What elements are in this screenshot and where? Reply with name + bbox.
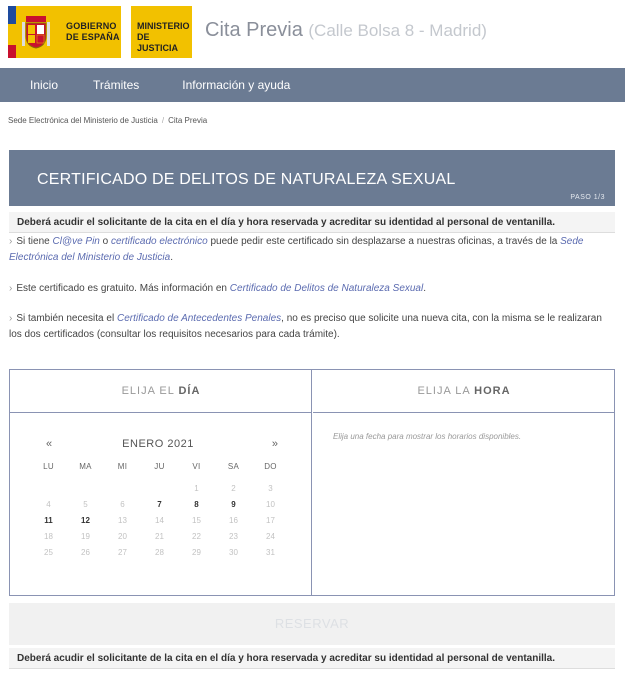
hour-picker bbox=[313, 370, 615, 595]
calendar-week-row bbox=[30, 500, 290, 516]
gobierno-logo bbox=[8, 6, 121, 58]
calendar-day-unavailable: 4 bbox=[46, 500, 51, 509]
calendar-day-unavailable: 27 bbox=[118, 548, 127, 557]
calendar-week-row bbox=[30, 532, 290, 548]
month-navigation bbox=[38, 438, 278, 452]
day-picker-header: ELIJA EL DÍA bbox=[10, 370, 312, 413]
info-online-alternative: › Si tiene Cl@ve Pin o certificado electrónico puede pedir este certificado sin desplazarse a nuestras oficinas, a través de la Sede Electrónica del Ministerio de Justicia. bbox=[9, 236, 584, 263]
bullet-icon: › bbox=[9, 236, 13, 247]
page-title: CERTIFICADO DE DELITOS DE NATURALEZA SEXUAL bbox=[37, 171, 456, 188]
calendar-grid bbox=[30, 462, 290, 564]
nav-inicio[interactable]: Inicio bbox=[30, 78, 59, 92]
coat-of-arms-icon bbox=[22, 14, 50, 50]
certificado-delitos-link[interactable]: Certificado de Delitos de Naturaleza Sexual bbox=[229, 283, 424, 294]
bullet-icon: › bbox=[9, 283, 13, 294]
calendar-day-unavailable: 6 bbox=[120, 500, 125, 509]
calendar-day-unavailable: 22 bbox=[192, 532, 201, 541]
calendar-week-row bbox=[30, 484, 290, 500]
bullet-icon: › bbox=[9, 313, 13, 324]
calendar-day-unavailable: 15 bbox=[192, 516, 201, 525]
calendar-day-unavailable: 10 bbox=[266, 500, 275, 509]
step-indicator: PASO 1/3 bbox=[570, 194, 605, 201]
calendar-day-available[interactable]: 11 bbox=[44, 516, 53, 525]
nav-informacion-ayuda[interactable]: Información y ayuda bbox=[182, 78, 291, 92]
hour-picker-header: ELIJA LA HORA bbox=[313, 370, 615, 413]
breadcrumb-sede[interactable]: Sede Electrónica del Ministerio de Justicia bbox=[8, 116, 158, 125]
reserve-button[interactable]: RESERVAR bbox=[9, 603, 615, 645]
site-header bbox=[0, 0, 625, 68]
calendar-day-unavailable: 28 bbox=[155, 548, 164, 557]
calendar-day-unavailable: 1 bbox=[194, 484, 199, 493]
gobierno-line2: DE ESPAÑA bbox=[66, 32, 120, 42]
calendar-empty-cell bbox=[67, 484, 104, 500]
breadcrumb-cita-previa[interactable]: Cita Previa bbox=[168, 116, 208, 125]
calendar-day-unavailable: 5 bbox=[83, 500, 88, 509]
procedure-banner bbox=[9, 150, 615, 206]
government-logo[interactable] bbox=[8, 6, 192, 58]
site-title-main: Cita Previa bbox=[205, 19, 303, 41]
weekday-label: LU bbox=[43, 462, 54, 471]
calendar-day-unavailable: 21 bbox=[155, 532, 164, 541]
gobierno-text bbox=[66, 21, 120, 43]
next-month-button[interactable]: » bbox=[271, 438, 278, 450]
calendar-day-unavailable: 17 bbox=[266, 516, 275, 525]
weekday-label: JU bbox=[154, 462, 165, 471]
site-title-location: (Calle Bolsa 8 - Madrid) bbox=[308, 21, 487, 40]
calendar-day-unavailable: 18 bbox=[44, 532, 53, 541]
breadcrumb bbox=[8, 116, 207, 125]
main-nav bbox=[0, 68, 625, 102]
nav-tramites[interactable]: Trámites bbox=[93, 78, 140, 92]
calendar-day-unavailable: 31 bbox=[266, 548, 275, 557]
calendar-day-unavailable: 30 bbox=[229, 548, 238, 557]
calendar-week-row bbox=[30, 516, 290, 532]
calendar-empty-cell bbox=[141, 484, 178, 500]
calendar-day-unavailable: 19 bbox=[81, 532, 90, 541]
calendar-day-unavailable: 16 bbox=[229, 516, 238, 525]
ministerio-logo bbox=[131, 6, 192, 58]
weekday-label: VI bbox=[192, 462, 201, 471]
weekday-label: DO bbox=[264, 462, 277, 471]
month-label: ENERO 2021 bbox=[122, 438, 194, 450]
calendar-week-row bbox=[30, 548, 290, 564]
calendar-day-unavailable: 14 bbox=[155, 516, 164, 525]
calendar-day-available[interactable]: 8 bbox=[194, 500, 199, 509]
sede-electronica-link[interactable]: Sede Electrónica del Ministerio de Justicia bbox=[9, 236, 584, 263]
calendar-day-unavailable: 20 bbox=[118, 532, 127, 541]
gobierno-line1: GOBIERNO bbox=[66, 21, 117, 31]
calendar-empty-cell bbox=[30, 484, 67, 500]
appointment-picker bbox=[9, 369, 615, 596]
identity-notice-bottom: Deberá acudir el solicitante de la cita en el día y hora reservada y acreditar su identidad al personal de ventanilla. bbox=[9, 648, 615, 669]
site-title bbox=[205, 19, 487, 42]
calendar-day-available[interactable]: 9 bbox=[231, 500, 236, 509]
calendar-day-available[interactable]: 12 bbox=[81, 516, 90, 525]
prev-month-button[interactable]: « bbox=[46, 438, 53, 450]
weekday-label: MI bbox=[117, 462, 128, 471]
eu-flag-icon bbox=[8, 6, 16, 24]
calendar-day-unavailable: 26 bbox=[81, 548, 90, 557]
certificado-electronico-link[interactable]: certificado electrónico bbox=[111, 236, 208, 247]
weekday-label: SA bbox=[227, 462, 240, 471]
hour-picker-message: Elija una fecha para mostrar los horarios disponibles. bbox=[333, 432, 522, 441]
calendar-day-unavailable: 29 bbox=[192, 548, 201, 557]
identity-notice-top: Deberá acudir el solicitante de la cita en el día y hora reservada y acreditar su identidad al personal de ventanilla. bbox=[9, 212, 615, 233]
calendar-day-unavailable: 24 bbox=[266, 532, 275, 541]
calendar-day-unavailable: 3 bbox=[268, 484, 273, 493]
calendar-day-available[interactable]: 7 bbox=[157, 500, 162, 509]
calendar-empty-cell bbox=[104, 484, 141, 500]
calendar-day-unavailable: 2 bbox=[231, 484, 236, 493]
day-picker bbox=[10, 370, 312, 595]
weekday-header-row bbox=[30, 462, 290, 484]
weekday-label: MA bbox=[79, 462, 92, 471]
breadcrumb-separator: / bbox=[161, 116, 165, 125]
ministerio-text bbox=[137, 21, 192, 54]
ministerio-line1: MINISTERIO bbox=[137, 21, 190, 31]
calendar-day-unavailable: 13 bbox=[118, 516, 127, 525]
clave-pin-link[interactable]: Cl@ve Pin bbox=[52, 236, 100, 247]
info-antecedentes: › Si también necesita el Certificado de Antecedentes Penales, no es preciso que solicite una nueva cita, con la misma se le realizaran los dos certificados (consultar los requisitos necesarios para cada trámite). bbox=[9, 313, 602, 340]
calendar-day-unavailable: 23 bbox=[229, 532, 238, 541]
ministerio-line2: DE JUSTICIA bbox=[137, 32, 179, 53]
calendar-day-unavailable: 25 bbox=[44, 548, 53, 557]
info-free-certificate: › Este certificado es gratuito. Más información en Certificado de Delitos de Naturaleza Sexual. bbox=[9, 283, 426, 294]
antecedentes-penales-link[interactable]: Certificado de Antecedentes Penales bbox=[116, 313, 282, 324]
